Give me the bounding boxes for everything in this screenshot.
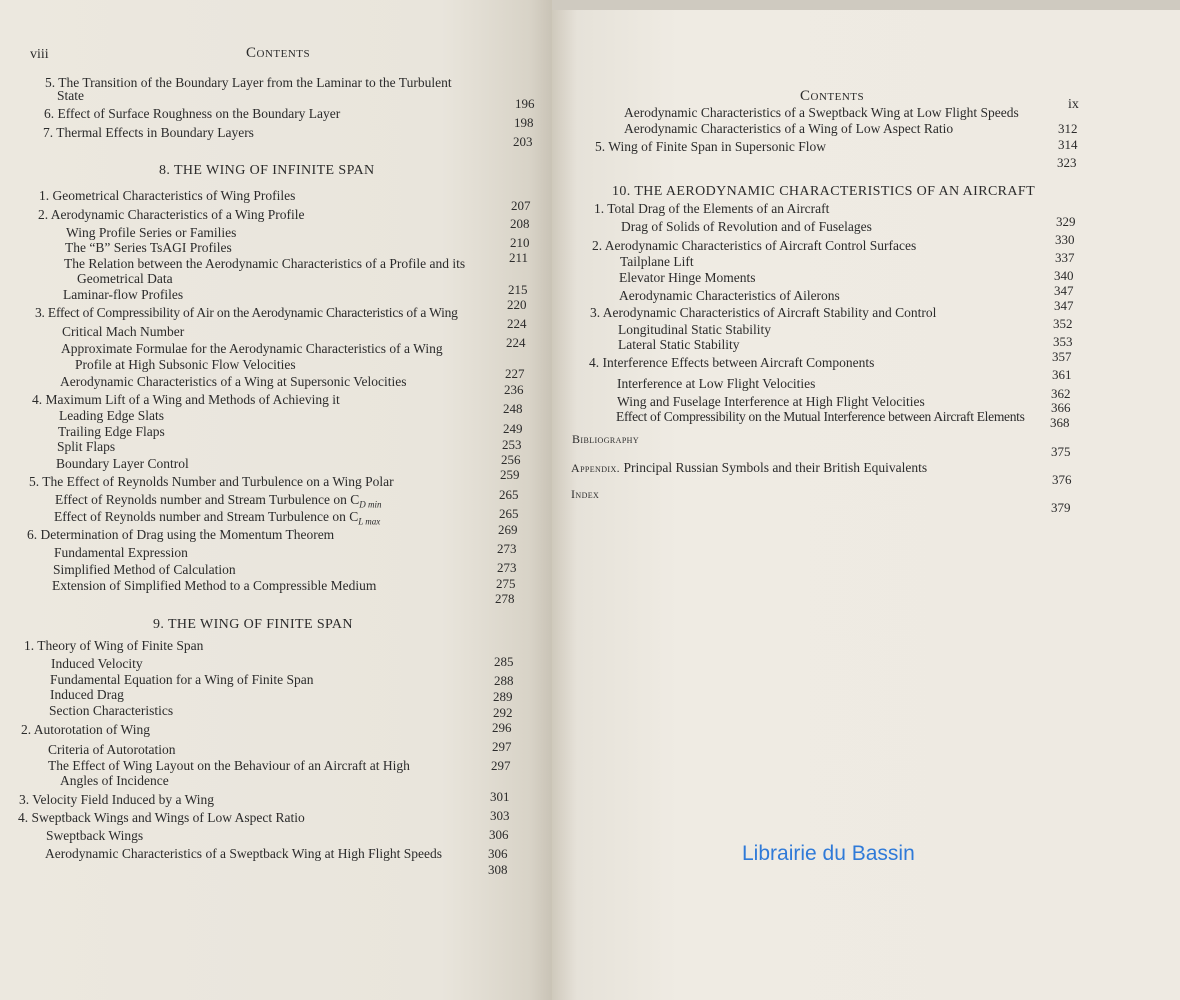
page-ref: 265	[499, 506, 519, 521]
page-ref: 366	[1051, 400, 1071, 415]
toc-entry: Geometrical Data	[77, 271, 173, 286]
page-ref: 198	[514, 115, 534, 130]
subscript: D min	[359, 499, 382, 510]
toc-entry: Laminar-flow Profiles	[63, 287, 184, 302]
toc-entry: Aerodynamic Characteristics of a Wing at Supersonic Velocities	[60, 374, 407, 389]
toc-entry: 1. Geometrical Characteristics of Wing Profiles	[39, 188, 296, 203]
toc-entry: 5. The Transition of the Boundary Layer from the Laminar to the Turbulent	[45, 75, 452, 90]
toc-entry: 1. Theory of Wing of Finite Span	[24, 638, 204, 653]
toc-entry: Induced Velocity	[51, 656, 143, 671]
page-ref: 265	[499, 487, 519, 502]
page-ref: 301	[490, 789, 510, 804]
index-entry: Index	[571, 487, 600, 501]
toc-entry: Aerodynamic Characteristics of a Sweptback Wing at Low Flight Speeds	[624, 105, 1019, 120]
page-ref: 220	[507, 297, 527, 312]
toc-entry: 2. Aerodynamic Characteristics of a Wing Profile	[38, 207, 305, 222]
page-ref: 275	[496, 576, 516, 591]
page-number-left: viii	[30, 47, 49, 62]
page-ref: 323	[1057, 155, 1077, 170]
page-ref: 210	[510, 235, 530, 250]
page-ref: 314	[1058, 137, 1078, 152]
page-ref: 211	[509, 250, 529, 265]
chapter-heading: 8. THE WING OF INFINITE SPAN	[159, 163, 375, 178]
page-ref: 196	[515, 96, 535, 111]
toc-entry: 6. Determination of Drag using the Momentum Theorem	[27, 527, 335, 542]
toc-entry: Interference at Low Flight Velocities	[617, 376, 816, 391]
page-ref: 379	[1051, 500, 1071, 515]
page-ref: 347	[1054, 283, 1074, 298]
page-ref: 329	[1056, 214, 1076, 229]
page-ref: 273	[497, 541, 517, 556]
page-ref: 289	[493, 689, 513, 704]
toc-entry: The Effect of Wing Layout on the Behaviour of an Aircraft at High	[48, 758, 410, 773]
page-ref: 353	[1053, 334, 1073, 349]
toc-entry: Tailplane Lift	[620, 254, 694, 269]
toc-entry: Boundary Layer Control	[56, 456, 189, 471]
toc-entry: Split Flaps	[57, 439, 116, 454]
toc-entry: Approximate Formulae for the Aerodynamic Characteristics of a Wing	[61, 341, 443, 356]
page-ref: 375	[1051, 444, 1071, 459]
page-ref: 376	[1052, 472, 1072, 487]
page-ref: 285	[494, 654, 514, 669]
page-ref: 248	[503, 401, 523, 416]
page-ref: 303	[490, 808, 510, 823]
toc-entry: Trailing Edge Flaps	[58, 424, 165, 439]
toc-entry: State	[57, 88, 84, 103]
toc-entry: 2. Aerodynamic Characteristics of Aircraft Control Surfaces	[592, 238, 917, 253]
toc-entry: Profile at High Subsonic Flow Velocities	[75, 357, 296, 372]
page-ref: 292	[493, 705, 513, 720]
page-ref: 207	[511, 198, 531, 213]
toc-entry: 5. The Effect of Reynolds Number and Turbulence on a Wing Polar	[29, 474, 394, 489]
page-ref: 278	[495, 591, 515, 606]
toc-entry: Effect of Compressibility on the Mutual Interference between Aircraft Elements	[616, 409, 1025, 424]
appendix-label: Appendix.	[571, 461, 621, 475]
page-ref: 352	[1053, 316, 1073, 331]
toc-entry: Sweptback Wings	[46, 828, 144, 843]
page-ref: 337	[1055, 250, 1075, 265]
page-ref: 347	[1054, 298, 1074, 313]
chapter-heading: 10. THE AERODYNAMIC CHARACTERISTICS OF AN AIRCRAFT	[612, 184, 1036, 199]
page-ref: 330	[1055, 232, 1075, 247]
page-ref: 297	[492, 739, 512, 754]
page-ref: 312	[1058, 121, 1078, 136]
toc-entry: 4. Maximum Lift of a Wing and Methods of Achieving it	[32, 392, 340, 407]
toc-entry: 2. Autorotation of Wing	[21, 722, 150, 737]
toc-entry: Section Characteristics	[49, 703, 174, 718]
page-ref: 249	[503, 421, 523, 436]
page-ref: 288	[494, 673, 514, 688]
toc-entry: 3. Effect of Compressibility of Air on the Aerodynamic Characteristics of a Wing	[35, 305, 458, 320]
toc-entry: Aerodynamic Characteristics of a Sweptback Wing at High Flight Speeds	[45, 846, 442, 861]
toc-entry: Criteria of Autorotation	[48, 742, 176, 757]
page-ref: 273	[497, 560, 517, 575]
toc-entry: 1. Total Drag of the Elements of an Aircraft	[594, 201, 830, 216]
toc-entry: Critical Mach Number	[62, 324, 185, 339]
toc-entry: Simplified Method of Calculation	[53, 562, 236, 577]
toc-entry: Aerodynamic Characteristics of a Wing of Low Aspect Ratio	[624, 121, 954, 136]
page-edge	[552, 0, 1180, 10]
page-ref: 256	[501, 452, 521, 467]
page-ref: 269	[498, 522, 518, 537]
page-number-right: ix	[1068, 97, 1079, 112]
toc-entry: Fundamental Expression	[54, 545, 188, 560]
page-ref: 362	[1051, 386, 1071, 401]
page-ref: 227	[505, 366, 525, 381]
toc-entry: Fundamental Equation for a Wing of Finite Span	[50, 672, 314, 687]
toc-entry: Leading Edge Slats	[59, 408, 164, 423]
appendix-entry	[571, 460, 927, 476]
page-ref: 224	[506, 335, 526, 350]
appendix-title: Principal Russian Symbols and their British Equivalents	[623, 460, 928, 475]
watermark-text: Librairie du Bassin	[742, 842, 915, 865]
toc-entry: Longitudinal Static Stability	[618, 322, 771, 337]
page-header-right: Contents	[800, 88, 865, 104]
toc-entry: 5. Wing of Finite Span in Supersonic Flow	[595, 139, 826, 154]
toc-entry-text: Effect of Reynolds number and Stream Turbulence on C	[54, 509, 359, 524]
page-ref: 253	[502, 437, 522, 452]
toc-entry: Induced Drag	[50, 687, 124, 702]
page-ref: 224	[507, 316, 527, 331]
toc-entry: Wing and Fuselage Interference at High Flight Velocities	[617, 394, 925, 409]
toc-entry: Lateral Static Stability	[618, 337, 740, 352]
page-ref: 306	[488, 846, 508, 861]
left-page	[0, 0, 552, 1000]
toc-entry: 3. Aerodynamic Characteristics of Aircraft Stability and Control	[590, 305, 937, 320]
page-ref: 306	[489, 827, 509, 842]
page-ref: 215	[508, 282, 528, 297]
page-ref: 368	[1050, 415, 1070, 430]
chapter-heading: 9. THE WING OF FINITE SPAN	[153, 617, 353, 632]
page-header-left: Contents	[246, 45, 311, 61]
page-ref: 297	[491, 758, 511, 773]
toc-entry: 7. Thermal Effects in Boundary Layers	[43, 125, 254, 140]
toc-entry: Drag of Solids of Revolution and of Fuselages	[621, 219, 872, 234]
page-ref: 236	[504, 382, 524, 397]
page-ref: 308	[488, 862, 508, 877]
toc-entry: 4. Interference Effects between Aircraft Components	[589, 355, 875, 370]
bibliography-entry: Bibliography	[572, 432, 640, 446]
page-ref: 259	[500, 467, 520, 482]
toc-entry: Extension of Simplified Method to a Compressible Medium	[52, 578, 377, 593]
page-ref: 208	[510, 216, 530, 231]
toc-entry: The “B” Series TsAGI Profiles	[65, 240, 232, 255]
toc-entry: 3. Velocity Field Induced by a Wing	[19, 792, 215, 807]
subscript: L max	[358, 516, 381, 527]
page-ref: 361	[1052, 367, 1072, 382]
page-ref: 357	[1052, 349, 1072, 364]
toc-entry: Angles of Incidence	[60, 773, 169, 788]
page-ref: 296	[492, 720, 512, 735]
toc-entry: Elevator Hinge Moments	[619, 270, 756, 285]
page-ref: 340	[1054, 268, 1074, 283]
toc-entry: 6. Effect of Surface Roughness on the Boundary Layer	[44, 106, 341, 121]
toc-entry: Aerodynamic Characteristics of Ailerons	[619, 288, 840, 303]
toc-entry: The Relation between the Aerodynamic Characteristics of a Profile and its	[64, 256, 466, 271]
toc-entry: Wing Profile Series or Families	[66, 225, 237, 240]
toc-entry-text: Effect of Reynolds number and Stream Turbulence on C	[55, 492, 360, 507]
page-ref: 203	[513, 134, 533, 149]
toc-entry: 4. Sweptback Wings and Wings of Low Aspect Ratio	[18, 810, 305, 825]
toc-entry	[55, 492, 381, 510]
toc-entry	[54, 509, 380, 527]
